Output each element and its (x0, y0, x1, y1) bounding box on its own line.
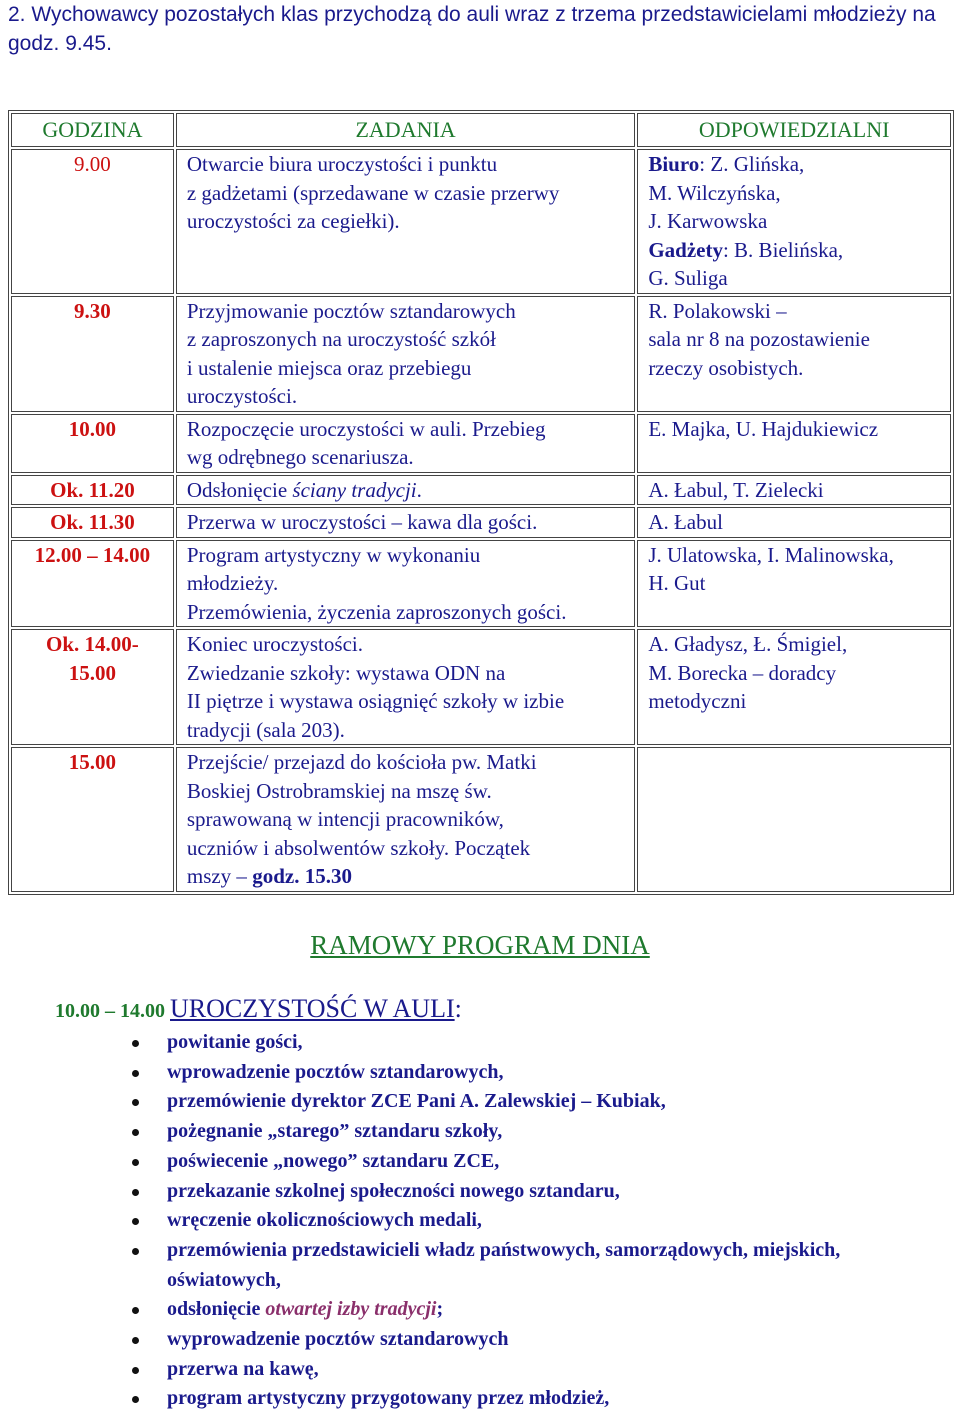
row-task (176, 540, 635, 628)
header-tasks: ZADANIA (176, 113, 635, 147)
resp-label: Gadżety (648, 237, 723, 262)
resp-text: : Z. Glińska, (699, 152, 805, 176)
resp-line: J. Ulatowska, I. Malinowska, (648, 542, 894, 567)
row-responsible (637, 414, 951, 473)
task-line: Przyjmowanie pocztów sztandarowych (186, 298, 516, 323)
task-line: uroczystości. (186, 384, 298, 408)
task-line: z zaproszonych na uroczystość szkół (186, 327, 496, 351)
table-row (11, 149, 951, 294)
program-subheading (55, 994, 462, 1024)
task-line: Przerwa w uroczystości – kawa dla gości. (186, 510, 538, 534)
row-responsible (637, 507, 951, 538)
list-item: przemówienie dyrektor ZCE Pani A. Zalewskiej – Kubiak, (167, 1087, 957, 1117)
list-item-text: odsłonięcie (167, 1298, 266, 1321)
list-item-highlight: otwartej izby tradycji (265, 1298, 437, 1321)
list-item: pożegnanie „starego” sztandaru szkoły, (167, 1117, 957, 1147)
program-heading-colon: : (454, 994, 462, 1023)
row-time: 9.00 (11, 149, 174, 294)
task-italic-text: ściany tradycji (292, 477, 417, 502)
task-line: z gadżetami (sprzedawane w czasie przerwy (186, 180, 560, 205)
resp-line: metodyczni (648, 689, 747, 713)
row-task (176, 414, 635, 473)
row-responsible (637, 629, 951, 745)
resp-line: M. Borecka – doradcy (648, 660, 837, 685)
header-responsible: ODPOWIEDZIALNI (637, 113, 951, 147)
list-item: poświecenie „nowego” sztandaru ZCE, (167, 1147, 957, 1177)
resp-line: A. Łabul, T. Zielecki (648, 477, 824, 502)
list-item: wprowadzenie pocztów sztandarowych, (167, 1058, 957, 1088)
task-line: sprawowaną w intencji pracowników, (186, 807, 504, 831)
table-row (11, 475, 951, 506)
list-item: przemówienia przedstawicieli władz państwowych, samorządowych, miejskich, oświatowych, (167, 1236, 957, 1295)
task-line: Zwiedzanie szkoły: wystawa ODN na (186, 660, 506, 685)
row-time: 15.00 (11, 747, 174, 892)
list-item (167, 1295, 957, 1325)
resp-line: G. Suliga (648, 266, 728, 290)
row-responsible (637, 475, 951, 506)
row-time (11, 629, 174, 745)
task-line: tradycji (sala 203). (186, 717, 345, 742)
row-responsible (637, 540, 951, 628)
task-line: młodzieży. (186, 571, 279, 595)
resp-line (648, 150, 940, 179)
table-row (11, 507, 951, 538)
row-task (176, 296, 635, 412)
task-text: mszy – (186, 864, 253, 888)
time-line: 15.00 (68, 660, 117, 685)
task-line: Przemówienia, życzenia zaproszonych gości. (186, 599, 567, 624)
task-line: uroczystości za cegiełki). (186, 209, 400, 233)
time-line: Ok. 14.00- (46, 632, 139, 656)
resp-text: : B. Bielińska, (722, 237, 844, 262)
resp-line: E. Majka, U. Hajdukiewicz (648, 416, 879, 441)
table-row (11, 296, 951, 412)
task-bold-text: godz. 15.30 (252, 864, 352, 888)
row-time: 12.00 – 14.00 (11, 540, 174, 628)
row-responsible (637, 296, 951, 412)
program-heading: UROCZYSTOŚĆ W AULI (170, 994, 455, 1023)
list-item: powitanie gości, (167, 1028, 957, 1058)
task-line: i ustalenie miejsca oraz przebiegu (186, 355, 472, 380)
task-line: Boskiej Ostrobramskiej na mszę św. (186, 778, 492, 803)
program-title: RAMOWY PROGRAM DNIA (310, 930, 650, 960)
task-line: Program artystyczny w wykonaniu (186, 542, 481, 567)
program-time: 10.00 – 14.00 (55, 1000, 165, 1022)
row-time: 9.30 (11, 296, 174, 412)
task-line (187, 862, 624, 891)
list-item-text-end: ; (436, 1298, 444, 1321)
resp-label: Biuro (648, 152, 700, 176)
task-text: Odsłonięcie (186, 477, 293, 502)
row-task (176, 507, 635, 538)
schedule-table (8, 110, 954, 895)
table-row (11, 414, 951, 473)
resp-line: A. Łabul (648, 510, 723, 534)
row-time: Ok. 11.20 (11, 475, 174, 506)
resp-line: sala nr 8 na pozostawienie (648, 327, 870, 351)
task-line: wg odrębnego scenariusza. (186, 445, 414, 469)
resp-line: rzeczy osobistych. (648, 355, 804, 380)
row-responsible (637, 747, 951, 892)
header-time: GODZINA (11, 113, 174, 147)
program-list (75, 1028, 957, 1414)
task-line: II piętrze i wystawa osiągnięć szkoły w izbie (186, 689, 565, 713)
intro-paragraph: 2. Wychowawcy pozostałych klas przychodzą do auli wraz z trzema przedstawicielami młodzieży na godz. 9.45. (8, 3, 936, 55)
row-time: 10.00 (11, 414, 174, 473)
task-line: Rozpoczęcie uroczystości w auli. Przebieg (186, 416, 546, 441)
row-time: Ok. 11.30 (11, 507, 174, 538)
list-item: program artystyczny przygotowany przez młodzież, (167, 1384, 957, 1414)
resp-line: H. Gut (648, 571, 706, 595)
list-item: wyprowadzenie pocztów sztandarowych (167, 1325, 957, 1355)
row-responsible (637, 149, 951, 294)
table-row (11, 629, 951, 745)
list-item: wręczenie okolicznościowych medali, (167, 1206, 957, 1236)
resp-line: A. Gładysz, Ł. Śmigiel, (648, 632, 848, 656)
task-line: Otwarcie biura uroczystości i punktu (186, 152, 498, 176)
row-task (176, 475, 635, 506)
list-item: przerwa na kawę, (167, 1355, 957, 1385)
table-row (11, 747, 951, 892)
row-task (176, 747, 635, 892)
task-text-end: . (416, 477, 422, 502)
table-header-row (11, 113, 951, 147)
task-line: Przejście/ przejazd do kościoła pw. Matki (186, 750, 537, 774)
resp-line: J. Karwowska (648, 209, 768, 233)
list-item: przekazanie szkolnej społeczności nowego sztandaru, (167, 1177, 957, 1207)
resp-line (648, 236, 940, 265)
table-row (11, 540, 951, 628)
task-line: Koniec uroczystości. (186, 632, 363, 656)
task-line: uczniów i absolwentów szkoły. Początek (186, 835, 531, 860)
row-task (176, 629, 635, 745)
row-task (176, 149, 635, 294)
resp-line: R. Polakowski – (648, 298, 787, 323)
resp-line: M. Wilczyńska, (648, 180, 781, 205)
